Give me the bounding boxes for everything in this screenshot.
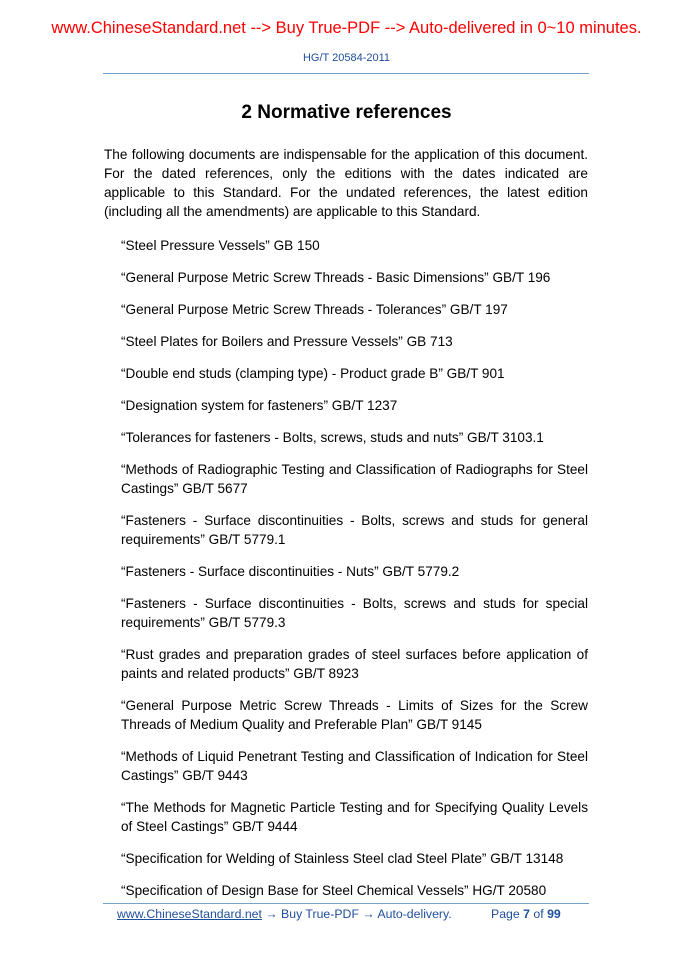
footer-delivery-text: → Buy True-PDF → Auto-delivery. <box>261 907 452 921</box>
reference-item: “General Purpose Metric Screw Threads - Limits of Sizes for the Screw Threads of Medium Quality and Preferable Plan” GB/T 9145 <box>121 698 588 732</box>
page-indicator <box>491 907 561 921</box>
reference-item: “General Purpose Metric Screw Threads - Tolerances” GB/T 197 <box>121 302 508 317</box>
page-footer <box>117 907 577 921</box>
page-current-number: 7 <box>523 907 530 921</box>
standard-code-header: HG/T 20584-2011 <box>302 52 391 64</box>
header-divider <box>103 73 589 74</box>
intro-paragraph: The following documents are indispensable for the application of this document. For the dated references, only the editions with the dates indicated are applicable to this Standard. For the undated references, the latest edition (including all the amendments) are applicable to this Standard. <box>104 147 588 219</box>
reference-item: “Fasteners - Surface discontinuities - Bolts, screws and studs for special requirements” GB/T 5779.3 <box>121 596 588 630</box>
reference-list <box>104 236 588 900</box>
reference-item: “Rust grades and preparation grades of steel surfaces before application of paints and related products” GB/T 8923 <box>121 647 588 681</box>
reference-item: “Double end studs (clamping type) - Product grade B” GB/T 901 <box>121 366 505 381</box>
page-total-number: 99 <box>547 907 561 921</box>
reference-item: “Specification for Welding of Stainless Steel clad Steel Plate” GB/T 13148 <box>121 851 564 866</box>
reference-item: “Specification of Design Base for Steel Chemical Vessels” HG/T 20580 <box>121 883 547 898</box>
reference-item: “The Methods for Magnetic Particle Testing and for Specifying Quality Levels of Steel Castings” GB/T 9444 <box>121 800 588 834</box>
document-body <box>104 145 588 913</box>
footer-divider <box>103 903 589 904</box>
footer-site-link[interactable]: www.ChineseStandard.net <box>117 907 262 921</box>
reference-item: “Tolerances for fasteners - Bolts, screws, studs and nuts” GB/T 3103.1 <box>121 430 544 445</box>
reference-item: “Fasteners - Surface discontinuities - Bolts, screws and studs for general requirements” GB/T 5779.1 <box>121 513 588 547</box>
reference-item: “Designation system for fasteners” GB/T 1237 <box>121 398 398 413</box>
of-label: of <box>533 907 544 921</box>
reference-item: “Steel Plates for Boilers and Pressure Vessels” GB 713 <box>121 334 453 349</box>
promo-banner[interactable]: www.ChineseStandard.net --> Buy True-PDF --> Auto-delivered in 0~10 minutes. <box>51 19 642 37</box>
section-title: 2 Normative references <box>241 102 452 123</box>
reference-item: “Fasteners - Surface discontinuities - Nuts” GB/T 5779.2 <box>121 564 460 579</box>
reference-item: “Methods of Radiographic Testing and Classification of Radiographs for Steel Castings” GB/T 5677 <box>121 462 588 496</box>
reference-item: “Methods of Liquid Penetrant Testing and Classification of Indication for Steel Castings” GB/T 9443 <box>121 749 588 783</box>
page-label: Page <box>491 907 520 921</box>
reference-item: “General Purpose Metric Screw Threads - Basic Dimensions” GB/T 196 <box>121 270 551 285</box>
reference-item: “Steel Pressure Vessels” GB 150 <box>121 238 320 253</box>
